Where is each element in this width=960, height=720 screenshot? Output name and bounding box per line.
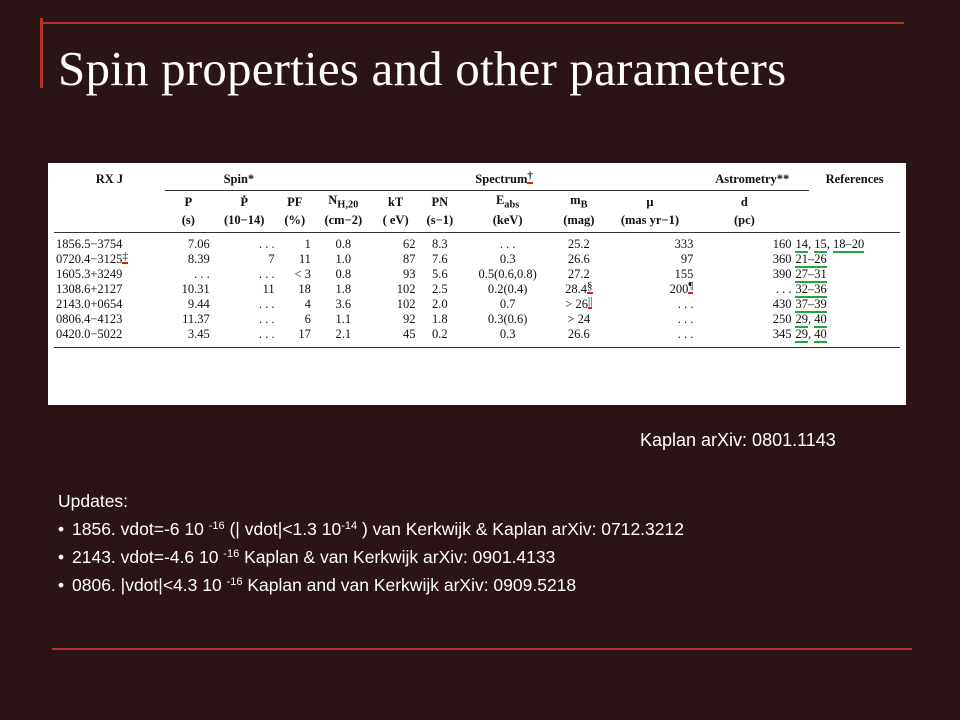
cell-rxj: 1605.3+3249 [56,266,123,281]
table-row [54,252,900,267]
update-item: • 0806. |vdot|<4.3 10 $^{-16}$ Kaplan and van Kerkwijk arXiv: 0909.5218 [58,571,684,599]
subheader-nh: $N_{H,20}$ [328,193,359,211]
update-item: • 2143. vdot=-4.6 10 $^{-16}$ Kaplan & van Kerkwijk arXiv: 0901.4133 [58,543,684,571]
cell-p: 11.37 [182,311,210,326]
subheader-mb: $m_B$ [570,193,588,211]
cell-nh: 1.8 [335,281,352,296]
cell-pf: 6 [304,311,311,326]
cell-references: 14, 15, 18–20 [795,236,865,251]
subheader-p: P [184,195,193,210]
cell-mb: 27.2 [567,266,590,281]
parameter-table-image [48,163,906,405]
header-spectrum: Spectrum† [313,172,695,191]
bullet: • [58,575,65,595]
cell-mb: 26.6 [553,327,604,348]
accent-vertical-line [40,18,43,88]
table-row [54,327,900,348]
cell-pf: < 3 [294,266,311,281]
cell-mu: . . . [677,311,694,326]
table-row [54,232,900,252]
accent-bottom-line [52,648,912,650]
cell-pf: 11 [298,251,311,266]
table-row [54,297,900,312]
cell-nh: 0.8 [335,236,352,251]
cell-pn: 1.8 [432,311,448,326]
reference-link[interactable]: 32–36 [795,281,827,296]
cell-d: . . . [775,281,792,296]
table-body [54,232,900,347]
update-item: • 1856. vdot=-6 10 $^{-16}$ (| vdot|<1.3 $10^{-14}$ ) van Kerkwijk & Kaplan arXiv: 0712.3212 [58,515,684,543]
subheader-pf: PF [287,195,303,210]
header-astrometry: Astrometry** [695,172,809,191]
cell-p: 9.44 [187,296,210,311]
cell-p: . . . [194,266,210,281]
unit-mb: (mag) [553,213,604,233]
cell-kt: 62 [403,236,416,251]
cell-references: 29, 40 [795,311,827,326]
reference-link[interactable]: 37–39 [795,296,827,311]
subheader-pdot: Ṗ [240,195,249,210]
updates-heading: Updates: [58,491,129,511]
cell-pn: 8.3 [432,236,448,251]
reference-link[interactable]: 18–20 [832,236,865,251]
cell-kt: 45 [374,327,418,348]
cell-nh: 1.0 [335,251,352,266]
cell-mb: 28.4§ [565,279,593,296]
cell-mb: 25.2 [567,236,590,251]
cell-rxj: 0420.0−5022 [54,327,165,348]
cell-mu: 155 [674,266,694,281]
cell-pdot: . . . [212,327,277,348]
cell-references [793,267,900,282]
reference-link[interactable]: 29 [795,311,808,326]
reference-link[interactable]: 40 [814,326,827,341]
cell-d: 160 [772,236,792,251]
parameter-table [54,172,900,348]
subheader-mu: μ [646,195,654,210]
table-group-header-row [54,172,900,191]
cell-pdot: 7 [268,251,275,266]
cell-references [793,282,900,297]
table-row [54,267,900,282]
bullet: • [58,519,65,539]
cell-mb: > 24 [567,311,591,326]
header-spin: Spin* [165,172,313,191]
cell-mb: > 26|| [565,294,593,311]
accent-top-line [40,22,904,24]
cell-eabs: . . . [499,236,516,251]
cell-eabs: 0.7 [499,296,516,311]
cell-mu: . . . [677,296,694,311]
cell-kt: 92 [403,311,416,326]
header-rxj: RX J [95,172,124,187]
cell-d: 250 [772,311,792,326]
cell-d: 390 [772,266,792,281]
unit-kt: ( eV) [374,213,418,233]
cell-pf: 1 [304,236,311,251]
reference-link[interactable]: 27–31 [795,266,827,281]
cell-pdot: . . . [259,296,275,311]
cell-references: 29, 40 [793,327,900,348]
cell-mu: 200¶ [669,279,694,296]
cell-pdot: . . . [259,311,275,326]
cell-pf: 18 [298,281,311,296]
cell-references [793,252,900,267]
cell-eabs: 0.3(0.6) [487,311,528,326]
cell-rxj: 1856.5−3754 [56,236,123,251]
cell-mu: 333 [674,236,694,251]
cell-p: 7.06 [187,236,210,251]
cell-pdot: . . . [259,236,275,251]
cell-d: 430 [772,296,792,311]
cell-eabs: 0.5(0.6,0.8) [478,266,537,281]
subheader-eabs: $E_{abs}$ [495,193,520,211]
cell-nh: 0.8 [335,266,352,281]
subheader-kt: kT [387,195,404,210]
citation-note: Kaplan arXiv: 0801.1143 [640,430,836,450]
cell-pf: 17 [277,327,313,348]
cell-pn: 7.6 [432,251,448,266]
updates-section [58,487,684,599]
unit-pf: (%) [277,213,313,233]
cell-nh: 1.1 [335,311,352,326]
reference-link[interactable]: 15 [814,236,827,251]
unit-pdot: (10−14) [212,213,277,233]
reference-link[interactable]: 14 [795,236,808,251]
cell-rxj: 2143.0+0654 [56,296,123,311]
unit-mu: (mas yr−1) [605,213,696,233]
cell-rxj: 1308.6+2127 [56,281,123,296]
cell-nh: 3.6 [335,296,352,311]
cell-references [793,297,900,312]
cell-nh: 2.1 [313,327,374,348]
cell-pn: 0.2 [418,327,463,348]
cell-pn: 2.0 [432,296,448,311]
cell-kt: 87 [403,251,416,266]
cell-mu: 97 [680,251,694,266]
cell-pdot: 11 [262,281,275,296]
cell-eabs: 0.2(0.4) [487,281,528,296]
unit-nh: (cm−2) [313,213,374,233]
cell-d: 360 [772,251,792,266]
reference-link[interactable]: 40 [814,311,827,326]
bullet: • [58,547,65,567]
reference-link[interactable]: 21–26 [795,251,827,266]
slide-title: Spin properties and other parameters [58,41,787,96]
table-row [54,312,900,327]
subheader-pn: PN [431,195,449,210]
cell-rxj: 0806.4−4123 [56,311,123,326]
unit-eabs: (keV) [462,213,553,233]
table-unit-row [54,213,900,233]
cell-d: 345 [695,327,793,348]
table-subheader-row [54,191,900,213]
cell-p: 3.45 [165,327,212,348]
cell-pn: 2.5 [432,281,448,296]
unit-p: (s) [165,213,212,233]
cell-kt: 102 [396,296,416,311]
subheader-d: d [740,195,748,210]
cell-mb: 26.6 [567,251,590,266]
cell-p: 10.31 [181,281,210,296]
cell-pf: 4 [304,296,311,311]
unit-d: (pc) [695,213,793,233]
cell-kt: 102 [396,281,416,296]
cell-eabs: 0.3 [499,251,516,266]
cell-rxj: 0720.4−3125‡ [56,249,128,266]
cell-pn: 5.6 [432,266,448,281]
cell-mu: . . . [605,327,696,348]
table-row [54,282,900,297]
cell-kt: 93 [403,266,416,281]
reference-link[interactable]: 29 [795,326,808,341]
cell-p: 8.39 [187,251,210,266]
header-references: References [825,172,884,187]
cell-pdot: . . . [259,266,275,281]
unit-pn: (s−1) [418,213,463,233]
cell-eabs: 0.3 [462,327,553,348]
